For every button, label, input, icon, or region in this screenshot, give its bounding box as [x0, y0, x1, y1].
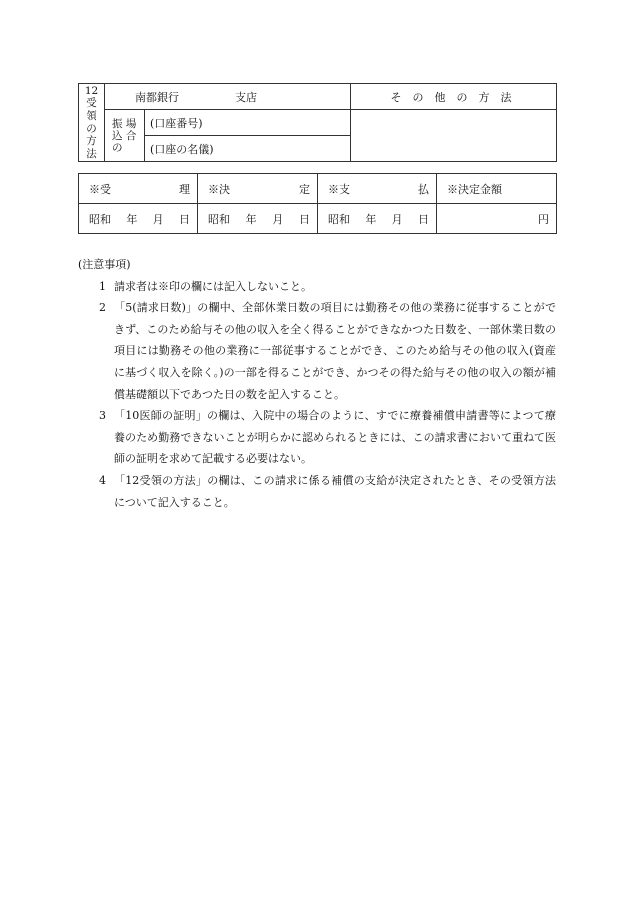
receipt-method-label [79, 84, 105, 162]
account-name-label: (口座の名儀) [150, 142, 214, 156]
transfer-label-line3: の [112, 141, 123, 154]
receipt-method-table [78, 83, 557, 162]
month-unit: 月 [152, 212, 164, 226]
other-method-label: その他の方法 [390, 90, 523, 104]
bank-branch-cell[interactable] [105, 84, 351, 110]
note-number: 3 [99, 409, 106, 423]
vertical-char: 方 [86, 135, 97, 148]
year-unit: 年 [126, 212, 138, 226]
note-text: 「12受領の方法」の欄は、この請求に係る補償の支給が決定されたとき、その受領方法について記入すること。 [114, 473, 556, 509]
day-unit: 日 [298, 212, 310, 226]
vertical-char: 受 [86, 97, 97, 110]
decided-amount-label: ※決定金額 [447, 182, 502, 196]
transfer-label [105, 110, 145, 162]
decided-date-cell[interactable] [198, 204, 318, 234]
note-item [78, 276, 556, 298]
received-label-end: 理 [179, 182, 190, 196]
bank-name: 南都銀行 [135, 90, 179, 104]
note-item [78, 470, 556, 513]
note-text: 「5(請求日数)」の欄中、全部休業日数の項目には勤務その他の業務に従事することができず、このため給与その他の収入を全く得ることができなかつた日数を、一部休業日数の項目には勤務その他の業務に一部従事することができ、このため給与その他の収入(資産に基づく収入を除く。)の一部を得ることができ、かつその得た給与その他の収入の額が補償基礎額以下であつた日の数を記入すること。 [114, 301, 556, 401]
paid-label: ※支 [328, 182, 350, 196]
era: 昭和 [89, 212, 111, 226]
year-unit: 年 [365, 212, 377, 226]
era: 昭和 [208, 212, 230, 226]
other-method-detail-cell[interactable] [351, 110, 557, 162]
decided-label-end: 定 [299, 182, 310, 196]
paid-label-end: 払 [418, 182, 429, 196]
vertical-char: 法 [86, 147, 97, 160]
note-item [78, 297, 556, 405]
note-number: 4 [99, 473, 106, 487]
received-date-cell[interactable] [79, 204, 198, 234]
paid-date-cell[interactable] [318, 204, 437, 234]
transfer-label-line2: 込 合 [112, 129, 137, 142]
day-unit: 日 [178, 212, 190, 226]
day-unit: 日 [417, 212, 429, 226]
account-number-label: (口座番号) [150, 116, 203, 130]
decided-header [198, 174, 318, 204]
received-label: ※受 [89, 182, 111, 196]
yen-unit: 円 [538, 212, 549, 226]
decided-amount-header [437, 174, 557, 204]
item-number: 12 [84, 84, 99, 97]
month-unit: 月 [272, 212, 284, 226]
other-method-cell[interactable] [351, 84, 557, 110]
month-unit: 月 [391, 212, 403, 226]
vertical-char: 領 [86, 109, 97, 122]
decision-table [78, 173, 557, 234]
decided-label: ※決 [208, 182, 230, 196]
transfer-label-line1: 振 場 [112, 117, 137, 130]
note-item [78, 405, 556, 470]
account-name-cell[interactable] [145, 136, 351, 162]
year-unit: 年 [245, 212, 257, 226]
vertical-char: の [86, 122, 97, 135]
notes-title: (注意事項) [78, 258, 131, 271]
notes-section [78, 254, 556, 513]
note-text: 「10医師の証明」の欄は、入院中の場合のように、すでに療養補償申請書等によつて療養のため勤務できないことが明らかに認められるときには、この請求書において重ねて医師の証明を求めて記載する必要はない。 [114, 409, 556, 466]
era: 昭和 [328, 212, 350, 226]
note-number: 2 [99, 301, 106, 315]
decided-amount-cell[interactable] [437, 204, 557, 234]
branch-suffix: 支店 [235, 90, 257, 104]
note-text: 請求者は※印の欄には記入しないこと。 [114, 279, 312, 293]
received-header [79, 174, 198, 204]
note-number: 1 [99, 279, 106, 293]
account-number-cell[interactable] [145, 110, 351, 136]
paid-header [318, 174, 437, 204]
